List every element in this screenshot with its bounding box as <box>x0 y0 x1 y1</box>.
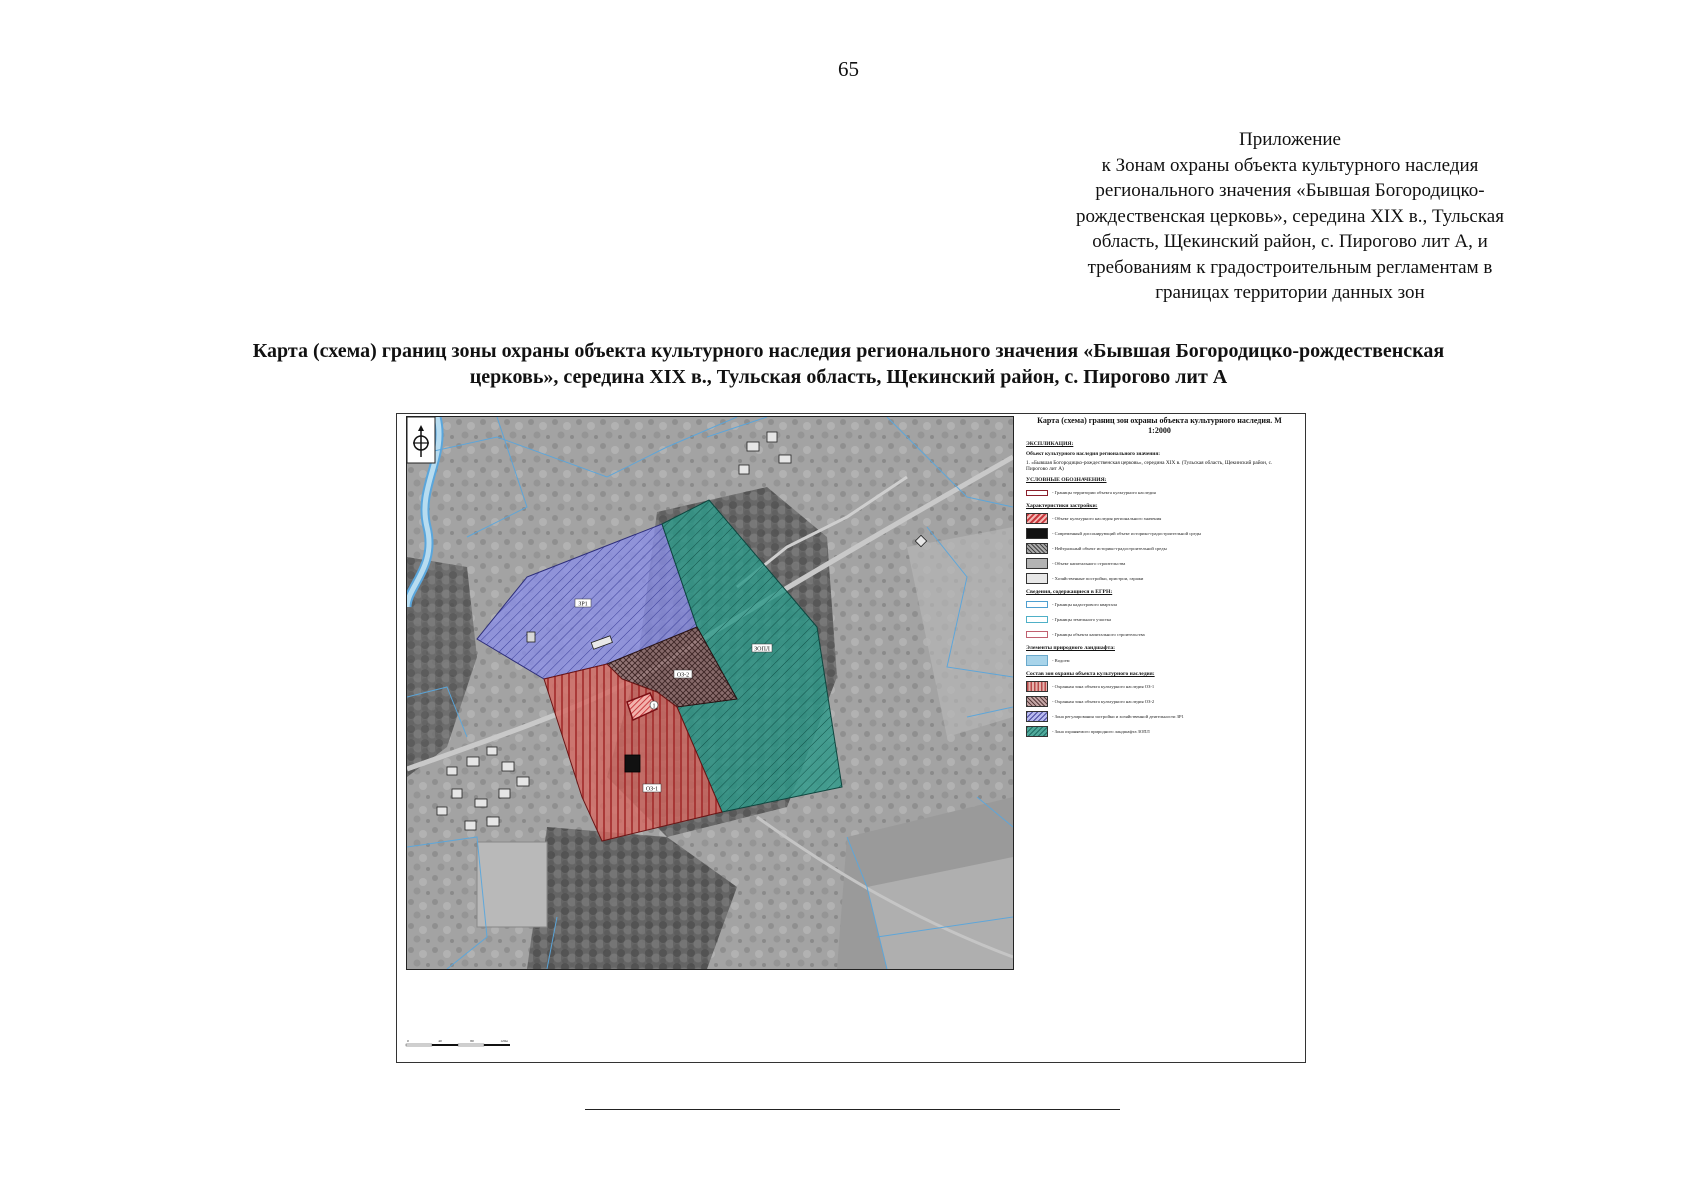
dissonant-swatch-icon <box>1026 528 1048 539</box>
label-oz2: ОЗ-2 <box>676 672 690 679</box>
legend-title: Карта (схема) границ зон охраны объекта культурного наследия. М 1:2000 <box>1037 416 1282 435</box>
north-arrow-icon <box>407 417 435 463</box>
appendix-line: рождественская церковь», середина XIX в., Тульская <box>1076 205 1504 227</box>
legend-row <box>1026 726 1297 738</box>
heritage-swatch-icon <box>1026 513 1048 524</box>
appendix-line: Приложение <box>1239 129 1341 150</box>
legend-landscape-head: Элементы природного ландшафта: <box>1026 644 1115 651</box>
capital-swatch-icon <box>1026 558 1048 569</box>
page-title <box>130 338 1567 390</box>
page-title-line: Карта (схема) границ зоны охраны объекта культурного наследия регионального значения «Бывшая Богородицко-рождественская <box>252 340 1445 362</box>
legend-symbols-head: УСЛОВНЫЕ ОБОЗНАЧЕНИЯ: <box>1026 476 1107 483</box>
scale-tick: 80 <box>470 1039 474 1043</box>
oz2-swatch-icon <box>1026 696 1048 707</box>
outbuilding-swatch-icon <box>1026 573 1048 584</box>
legend-row <box>1026 573 1297 585</box>
page-title-line: церковь», середина XIX в., Тульская область, Щекинский район, с. Пирогово лит А <box>469 366 1228 388</box>
legend-label: - Современный диссонирующий объект историко-градостроительной среды <box>1052 530 1201 536</box>
label-zopl: ЗОПЛ <box>754 646 770 653</box>
legend-row <box>1026 558 1297 570</box>
page-number: 65 <box>838 57 859 81</box>
legend-object-text: 1. «Бывшая Богородицко-рождественская церковь», середина XIX в. (Тульская область, Щекинский район, с. Пирогово лит А) <box>1026 459 1273 473</box>
map-legend <box>1022 414 1297 974</box>
scale-bar <box>404 1036 514 1050</box>
scale-tick: 120м <box>500 1039 508 1043</box>
map-sheet <box>396 413 1306 1063</box>
map-canvas <box>407 417 1013 969</box>
legend-label: - Зона регулирования застройки и хозяйственной деятельности ЗР1 <box>1052 713 1184 719</box>
legend-row <box>1026 513 1297 525</box>
legend-object-head: Объект культурного наследия регионального значения: <box>1026 450 1160 457</box>
appendix-line: требованиям к градостроительным регламентам в <box>1087 256 1493 278</box>
appendix-line: область, Щекинский район, с. Пирогово лит А, и <box>1092 231 1488 252</box>
cadastre-swatch-icon <box>1026 601 1048 608</box>
legend-row <box>1026 543 1297 555</box>
footer-rule <box>585 1109 1120 1110</box>
appendix-line: регионального значения «Бывшая Богородицко- <box>1095 180 1485 201</box>
legend-egrn-head: Сведения, содержащиеся в ЕГРН: <box>1026 588 1113 595</box>
legend-row <box>1026 629 1297 641</box>
land-plot-swatch-icon <box>1026 616 1048 623</box>
legend-row <box>1026 681 1297 693</box>
legend-row <box>1026 528 1297 540</box>
label-object: 1 <box>652 703 656 710</box>
legend-label: - Зона охраняемого природного ландшафта ЗОПЛ <box>1052 728 1150 734</box>
legend-label: - Хозяйственные постройки, пристрои, гаражи <box>1052 575 1144 581</box>
label-zr1: ЗР1 <box>578 601 588 608</box>
legend-label: - Охранная зона объекта культурного наследия ОЗ-2 <box>1052 698 1155 704</box>
scale-tick: 40 <box>438 1039 442 1043</box>
oz1-swatch-icon <box>1026 681 1048 692</box>
legend-label: - Границы объекта капитального строительства <box>1052 631 1145 637</box>
border-swatch-icon <box>1026 490 1048 496</box>
legend-row <box>1026 599 1297 611</box>
legend-label: - Нейтральный объект историко-градостроительной среды <box>1052 545 1167 551</box>
map-viewport[interactable] <box>406 416 1014 970</box>
legend-label: - Границы территории объекта культурного наследия <box>1052 489 1156 495</box>
legend-explication-head: ЭКСПЛИКАЦИЯ: <box>1026 441 1074 447</box>
label-oz1: ОЗ-1 <box>645 786 659 793</box>
zr1-swatch-icon <box>1026 711 1048 722</box>
legend-label: - Водоем <box>1052 657 1070 663</box>
zopl-swatch-icon <box>1026 726 1048 737</box>
scale-tick: 0 <box>407 1039 409 1043</box>
water-swatch-icon <box>1026 655 1048 666</box>
legend-row <box>1026 655 1297 667</box>
legend-label: - Объект культурного наследия регионального значения <box>1052 515 1162 521</box>
legend-row <box>1026 711 1297 723</box>
appendix-note <box>1020 127 1560 306</box>
legend-label: - Границы земельного участка <box>1052 616 1112 622</box>
legend-build-head: Характеристики застройки: <box>1026 502 1098 509</box>
neutral-swatch-icon <box>1026 543 1048 554</box>
capital-border-swatch-icon <box>1026 631 1048 638</box>
legend-row <box>1026 487 1297 499</box>
appendix-line: границах территории данных зон <box>1155 282 1425 303</box>
legend-label: - Границы кадастрового квартала <box>1052 601 1118 607</box>
legend-zones-head: Состав зон охраны объекта культурного наследия: <box>1026 670 1155 677</box>
legend-label: - Охранная зона объекта культурного наследия ОЗ-1 <box>1052 683 1155 689</box>
appendix-line: к Зонам охраны объекта культурного наследия <box>1101 154 1479 176</box>
legend-label: - Объект капитального строительства <box>1052 560 1126 566</box>
dissonant-building <box>625 755 640 772</box>
legend-row <box>1026 614 1297 626</box>
legend-row <box>1026 696 1297 708</box>
